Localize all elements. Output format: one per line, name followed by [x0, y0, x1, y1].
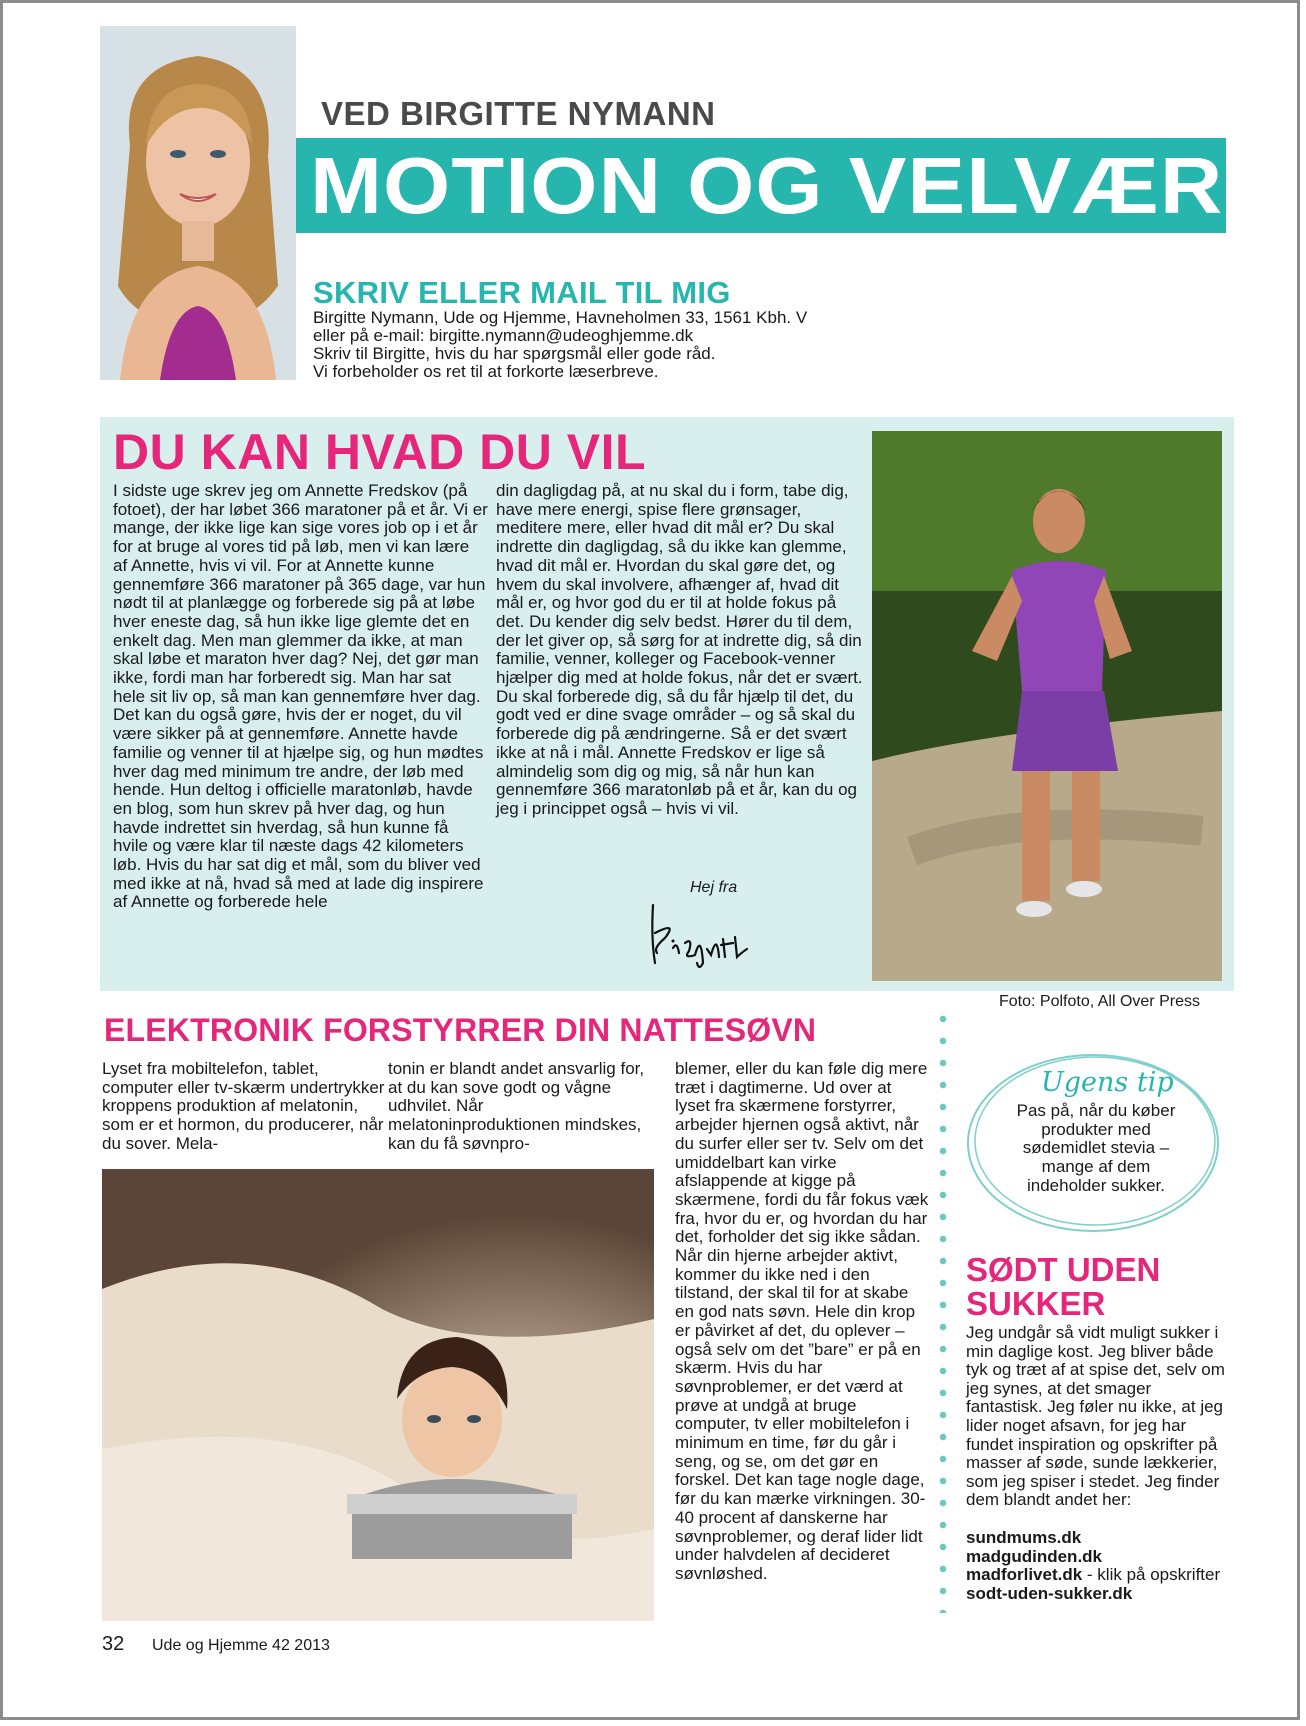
sidebar-links: [966, 1529, 1226, 1603]
link-sundmums[interactable]: sundmums.dk: [966, 1528, 1082, 1547]
signature: [643, 893, 753, 973]
tip-heading: Ugens tip: [1041, 1067, 1174, 1098]
article-title: ELEKTRONIK FORSTYRRER DIN NATTESØVN: [104, 1012, 817, 1048]
link-madforlivet[interactable]: madforlivet.dk: [966, 1565, 1083, 1585]
dotted-divider: [937, 1008, 949, 1613]
contact-line: Vi forbeholder os ret til at forkorte læserbreve.: [313, 362, 659, 381]
column-title: MOTION OG VELVÆRE: [310, 141, 1283, 230]
link-note: - klik på opskrifter: [1082, 1565, 1221, 1585]
article-body-text: Lyset fra mobiltelefon, tablet, computer eller tv-skærm undertrykker kroppens produktion af melatonin, som er et hormon, du producerer, når du sover. Mela-: [102, 1059, 385, 1153]
link-sodt-uden-sukker[interactable]: sodt-uden-sukker.dk: [966, 1583, 1133, 1603]
author-portrait-photo: [100, 26, 296, 380]
feature-body-text: I sidste uge skrev jeg om Annette Fredskov (på fotoet), der har løbet 366 maratoner på et år. Vi er mange, der ikke lige kan sige vores job op i et år for at bruge al vores tid på løb, men vi kan lære af Annette, hvis vi vil. For at Annette kunne gennemføre 366 maratoner på 365 dage, var hun nødt til at planlægge og forberede sig på at løbe hver eneste dag, så hun ikke lige glemte det en enkelt dag. Men man glemmer da ikke, at man skal løbe et maraton hver dag? Nej, det gør man ikke, fordi man har forberedt sig. Man har sat hele sit liv op, så man kan gennemføre hver dag. Det kan du også gøre, hvis der er noget, du vil være sikker på at gennemføre. Annette havde familie og venner til at hjælpe sig, og hun mødtes hver dag med minimum tre andre, der løb med hende. Hun deltog i officielle maratonløb, havde en blog, som hun skrev på hver dag, og hun havde indrettet sin hverdag, så hun kunne få hvile og være klar til næste dags 42 kilometers løb. Hvis du har sat dig et mål, som du bliver ved med ikke at nå, hvad så med at lade dig inspirere af Annette og forberede hele: [113, 481, 488, 912]
contact-line: eller på e-mail: birgitte.nymann@udeoghjemme.dk: [313, 326, 694, 345]
photo-credit: Foto: Polfoto, All Over Press: [999, 993, 1200, 1010]
contact-info: [313, 309, 807, 381]
publication-info: Ude og Hjemme 42 2013: [152, 1637, 330, 1654]
article-body-text: blemer, eller du kan føle dig mere træt i dagtimerne. Ud over at lyset fra skærmene forstyrrer, arbejder hjernen også aktivt, når du surfer eller ser tv. Selv om det umiddelbart kan virke afslappende at kigge på skærmene, fordi du får fokus væk fra, hvor du er, og hvordan du har det, forholder det sig ikke sådan. Når din hjerne arbejder aktivt, kommer du ikke ned i den tilstand, der skal til for at skabe en god nats søvn. Hele din krop er påvirket af det, du oplever – også selv om det ”bare” er på en skærm. Hvis du har søvnproblemer, er det værd at prøve at undgå at bruge computer, tv eller mobiltelefon i minimum en time, før du går i seng, og se, om det gør en forskel. Det kan tage nogle dage, før du kan mærke virkningen. 30-40 procent af danskerne har søvnproblemer, og deraf lider lidt under halvdelen af decideret søvnløshed.: [675, 1059, 929, 1583]
bed-laptop-photo: [102, 1169, 654, 1621]
feature-title: DU KAN HVAD DU VIL: [113, 424, 647, 480]
byline: VED BIRGITTE NYMANN: [321, 95, 716, 132]
runner-photo: [872, 431, 1222, 981]
sidebar-title: SØDT UDEN SUKKER: [966, 1251, 1161, 1322]
sidebar-text: Jeg undgår så vidt muligt sukker i min daglige kost. Jeg bliver både tyk og træt af at spise det, selv om jeg synes, at det smager fantastisk. Jeg føler nu ikke, at jeg lider noget afsavn, for jeg har fundet inspiration og opskrifter på masser af søde, sunde lækkerier, som jeg spiser i stedet. Jeg finder dem blandt andet her:: [966, 1323, 1225, 1510]
contact-line: Birgitte Nymann, Ude og Hjemme, Havneholmen 33, 1561 Kbh. V: [313, 308, 808, 327]
article-body-text: tonin er blandt andet ansvarlig for, at du kan sove godt og vågne udhvilet. Når melatoninproduktionen mindskes, kan du få søvnpro-: [388, 1059, 645, 1153]
article-column-3: [675, 1060, 930, 1584]
link-madgudinden[interactable]: madgudinden.dk: [966, 1546, 1102, 1566]
tip-text: Pas på, når du køber produkter med sødemidlet stevia – mange af dem indeholder sukker.: [1016, 1101, 1176, 1195]
signoff: Hej fra: [690, 879, 738, 896]
page-number: 32: [102, 1633, 125, 1655]
feature-column-2: [496, 482, 866, 819]
article-column-2: [388, 1060, 658, 1154]
contact-heading: SKRIV ELLER MAIL TIL MIG: [313, 275, 731, 310]
contact-line: Skriv til Birgitte, hvis du har spørgsmål eller gode råd.: [313, 344, 716, 363]
article-column-1: [102, 1060, 387, 1154]
feature-column-1: [113, 482, 488, 912]
feature-body-text: din dagligdag på, at nu skal du i form, tabe dig, have mere energi, spise flere grønsager, meditere mere, eller hvad dit mål er? Du skal indrette din dagligdag, så du ikke kan glemme, hvad dit mål er. Hvordan du skal gøre det, og hvem du skal involvere, afhænger af, hvad dit mål er, og hvor god du er til at holde fokus på det. Du kender dig selv bedst. Hører du til dem, der let giver op, så sørg for at indrette dig, så din familie, venner, kolleger og Facebook-venner hjælper dig med at holde fokus, når det er svært. Du skal forberede dig, så du får hjælp til det, du godt ved er dine svage områder – og så skal du forberede dig på ændringerne. Så er det svært ikke at nå i mål. Annette Fredskov er lige så almindelig som dig og mig, så når hun kan gennemføre 366 maratonløb på et år, kan du og jeg i princippet også – hvis vi vil.: [496, 481, 863, 818]
